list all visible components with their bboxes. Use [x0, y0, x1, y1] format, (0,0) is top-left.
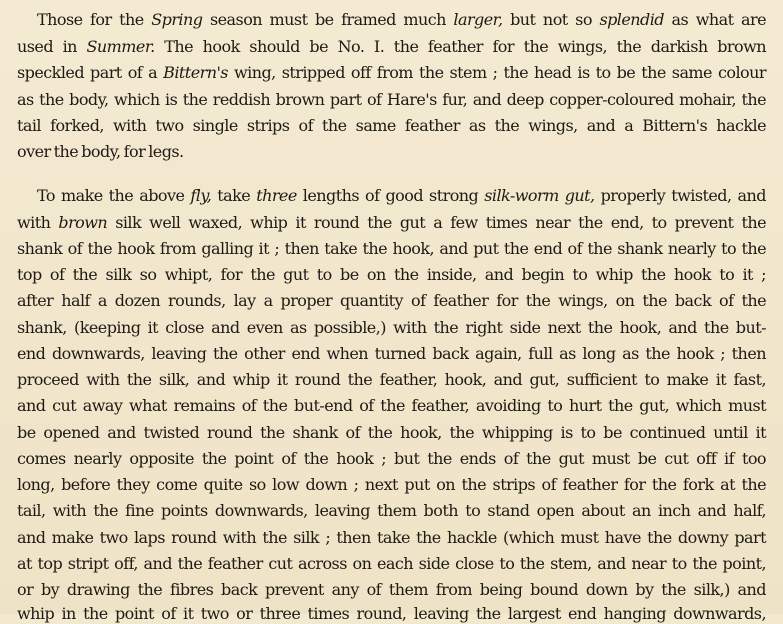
italic-word: Spring [151, 10, 203, 29]
italic-word: Summer. [86, 37, 155, 56]
italic-word: silk-worm gut, [484, 186, 595, 205]
text-line: Those for the Spring season must be framed much larger, but not so splendid as what are [37, 10, 766, 29]
italic-word: brown [58, 213, 108, 232]
text-line: proceed with the silk, and whip it round the feather, hook, and gut, sufficient to make it fast, [17, 370, 766, 389]
text-line: at top stript off, and the feather cut across on each side close to the stem, and near to the point, [17, 554, 766, 573]
text-line: tail forked, with two single strips of the same feather as the wings, and a Bittern's hackle [17, 116, 766, 135]
text-line: with brown silk well waxed, whip it round the gut a few times near the end, to prevent the [17, 213, 766, 232]
text-line: be opened and twisted round the shank of the hook, the whipping is to be continued until it [17, 423, 766, 442]
text-line: shank, (keeping it close and even as possible,) with the right side next the hook, and the but- [17, 318, 766, 337]
text-line: speckled part of a Bittern's wing, stripped off from the stem ; the head is to be the same colour [17, 63, 766, 82]
italic-word: Bittern's [163, 63, 228, 82]
text-line: end downwards, leaving the other end when turned back again, full as long as the hook ; then [17, 344, 766, 363]
text-line: as the body, which is the reddish brown part of Hare's fur, and deep copper-coloured mohair, the [17, 90, 766, 109]
text-line: and cut away what remains of the but-end of the feather, avoiding to hurt the gut, which must [17, 396, 766, 415]
text-line: long, before they come quite so low down ; next put on the strips of feather for the fork at the [17, 475, 766, 494]
italic-word: splendid [599, 10, 664, 29]
text-line: To make the above fly, take three lengths of good strong silk-worm gut, properly twisted, and [37, 186, 766, 205]
text-line: or by drawing the fibres back prevent any of them from being bound down by the silk,) and [17, 580, 766, 599]
text-line: and make two laps round with the silk ; then take the hackle (which must have the downy part [17, 528, 766, 547]
text-line: tail, with the fine points downwards, leaving them both to stand open about an inch and half, [17, 501, 766, 520]
text-line: top of the silk so whipt, for the gut to be on the inside, and begin to whip the hook to it ; [17, 265, 766, 284]
text-line: comes nearly opposite the point of the hook ; but the ends of the gut must be cut off if too [17, 449, 766, 468]
italic-word: larger, [453, 10, 503, 29]
text-line: used in Summer. The hook should be No. I. the feather for the wings, the darkish brown [17, 37, 767, 56]
text-line: whip in the point of it two or three times round, leaving the largest end hanging downwards, [17, 604, 766, 623]
text-line: over the body, for legs. [17, 142, 184, 161]
italic-word: fly, [190, 186, 212, 205]
text-line: after half a dozen rounds, lay a proper quantity of feather for the wings, on the back of the [17, 291, 766, 310]
italic-word: three [256, 186, 297, 205]
text-line: shank of the hook from galling it ; then take the hook, and put the end of the shank nearly to the [17, 239, 766, 258]
